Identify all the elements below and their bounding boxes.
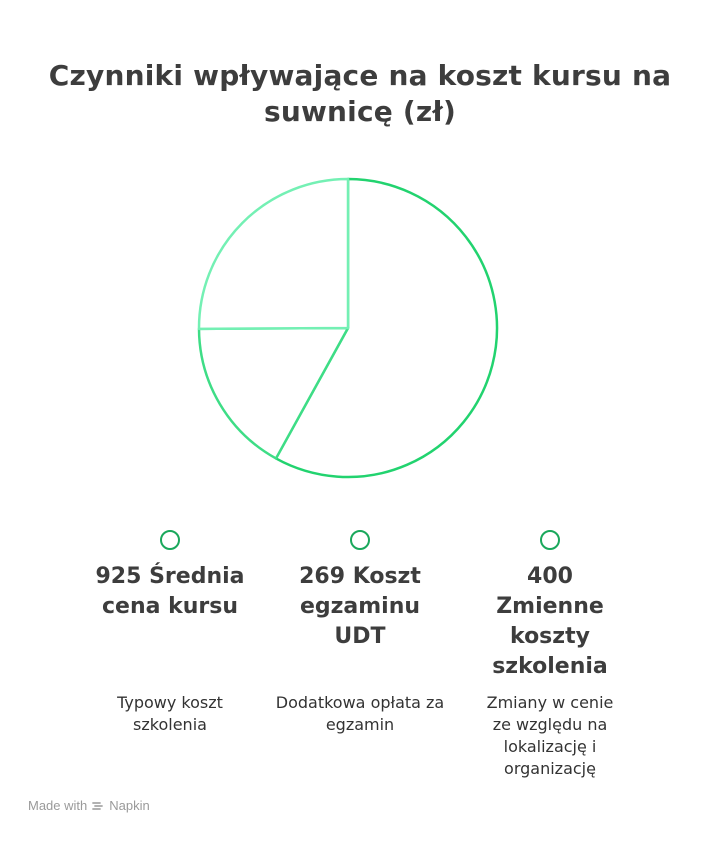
item-heading: 269 Koszt egzaminu UDT — [299, 564, 421, 649]
brand-label: Napkin — [109, 798, 150, 813]
circle-marker-icon — [540, 530, 560, 550]
item-description: Typowy koszt szkolenia — [117, 693, 223, 734]
item-variable-costs — [450, 530, 650, 778]
item-heading: 925 Średnia cena kursu — [95, 564, 245, 619]
item-description: Zmiany w cenie ze względu na lokalizację i organizację — [486, 693, 614, 778]
made-with-label: Made with — [28, 798, 88, 813]
item-description-wrap — [260, 692, 460, 736]
footer-attribution — [28, 798, 150, 813]
pie-slice-3 — [199, 179, 348, 329]
item-description: Dodatkowa opłata za egzamin — [275, 693, 445, 734]
item-exam-cost — [260, 530, 460, 734]
pie-chart — [190, 170, 506, 486]
napkin-logo-icon — [91, 799, 105, 813]
item-average-price — [70, 530, 270, 734]
item-description-wrap — [70, 692, 270, 736]
item-description-wrap — [450, 692, 650, 780]
circle-marker-icon — [160, 530, 180, 550]
circle-marker-icon — [350, 530, 370, 550]
pie-svg — [190, 170, 506, 486]
item-heading: 400 Zmienne koszty szkolenia — [492, 564, 608, 679]
chart-title: Czynniki wpływające na koszt kursu na suwnicę (zł) — [48, 59, 672, 128]
